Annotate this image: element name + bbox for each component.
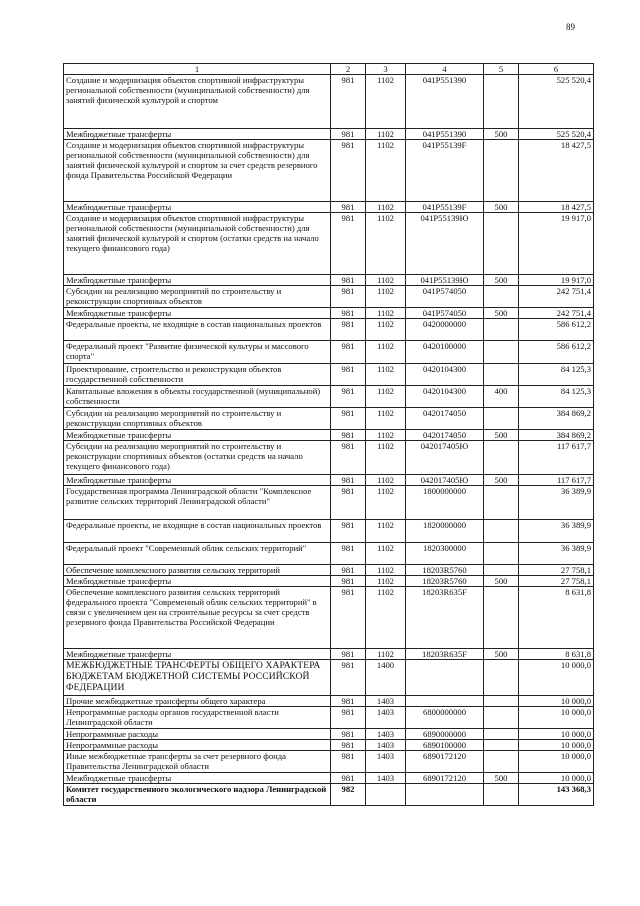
row-amount-cell: 10 000,0	[519, 660, 594, 696]
row-target-article-cell: 0420000000	[406, 319, 484, 341]
row-amount-cell: 384 869,2	[519, 408, 594, 430]
budget-table-body	[64, 64, 594, 806]
row-section-cell: 1102	[366, 576, 406, 587]
row-section-cell: 1102	[366, 129, 406, 140]
table-row	[64, 729, 594, 740]
row-name-cell: Создание и модернизация объектов спортивной инфраструктуры региональной собственности (муниципальной собственности) для занятий физической культурой и спортом за счет средств резервного фонда Правительства Российской Федерации	[64, 140, 331, 202]
row-amount-cell: 10 000,0	[519, 729, 594, 740]
table-row	[64, 543, 594, 565]
row-section-cell: 1102	[366, 202, 406, 213]
table-row	[64, 587, 594, 649]
row-target-article-cell: 041P55139Ю	[406, 213, 484, 275]
table-row	[64, 129, 594, 140]
row-name-cell: Межбюджетные трансферты	[64, 129, 331, 140]
table-row	[64, 213, 594, 275]
row-expense-type-cell	[484, 543, 519, 565]
table-row	[64, 576, 594, 587]
row-expense-type-cell: 500	[484, 773, 519, 784]
row-expense-type-cell	[484, 520, 519, 543]
row-amount-cell: 8 631,8	[519, 587, 594, 649]
row-section-cell: 1403	[366, 773, 406, 784]
row-target-article-cell: 1800000000	[406, 486, 484, 520]
row-name-cell: Межбюджетные трансферты	[64, 308, 331, 319]
row-expense-type-cell	[484, 751, 519, 773]
row-ved-cell: 981	[331, 707, 366, 729]
row-expense-type-cell: 500	[484, 576, 519, 587]
row-target-article-cell: 041P55139F	[406, 202, 484, 213]
row-name-cell: Межбюджетные трансферты	[64, 430, 331, 441]
row-section-cell: 1102	[366, 275, 406, 286]
row-target-article-cell: 0420104300	[406, 386, 484, 408]
row-expense-type-cell: 500	[484, 202, 519, 213]
row-section-cell: 1102	[366, 441, 406, 475]
row-ved-cell: 981	[331, 140, 366, 202]
row-target-article-cell: 18203R635F	[406, 649, 484, 660]
table-row	[64, 140, 594, 202]
row-target-article-cell: 0420174050	[406, 430, 484, 441]
row-amount-cell: 586 612,2	[519, 341, 594, 364]
row-expense-type-cell	[484, 486, 519, 520]
row-expense-type-cell	[484, 707, 519, 729]
row-ved-cell: 981	[331, 441, 366, 475]
row-ved-cell: 981	[331, 520, 366, 543]
row-expense-type-cell	[484, 319, 519, 341]
row-target-article-cell	[406, 660, 484, 696]
table-row	[64, 784, 594, 806]
row-target-article-cell: 6890172120	[406, 751, 484, 773]
table-row	[64, 475, 594, 486]
row-name-cell: Межбюджетные трансферты	[64, 275, 331, 286]
row-name-cell: Федеральные проекты, не входящие в состав национальных проектов	[64, 319, 331, 341]
table-row	[64, 441, 594, 475]
row-name-cell: Иные межбюджетные трансферты за счет резервного фонда Правительства Ленинградской области	[64, 751, 331, 773]
row-expense-type-cell	[484, 286, 519, 308]
row-name-cell: Непрограммные расходы органов государственной власти Ленинградской области	[64, 707, 331, 729]
row-name-cell: Государственная программа Ленинградской области "Комплексное развитие сельских территорий Ленинградской области"	[64, 486, 331, 520]
row-target-article-cell: 6890000000	[406, 729, 484, 740]
header-cell: 5	[484, 64, 519, 75]
row-ved-cell: 982	[331, 784, 366, 806]
row-ved-cell: 981	[331, 308, 366, 319]
row-target-article-cell: 041P551390	[406, 75, 484, 129]
row-amount-cell: 84 125,3	[519, 386, 594, 408]
row-expense-type-cell	[484, 140, 519, 202]
row-amount-cell: 117 617,7	[519, 441, 594, 475]
row-amount-cell: 525 520,4	[519, 129, 594, 140]
row-amount-cell: 84 125,3	[519, 364, 594, 386]
table-row	[64, 286, 594, 308]
row-ved-cell: 981	[331, 649, 366, 660]
table-row	[64, 341, 594, 364]
row-section-cell: 1102	[366, 543, 406, 565]
row-expense-type-cell: 500	[484, 475, 519, 486]
row-expense-type-cell: 400	[484, 386, 519, 408]
row-name-cell: Субсидии на реализацию мероприятий по строительству и реконструкции спортивных объектов (остатки средств на начало текущего финансового года)	[64, 441, 331, 475]
row-amount-cell: 242 751,4	[519, 308, 594, 319]
table-row	[64, 649, 594, 660]
row-target-article-cell	[406, 784, 484, 806]
row-section-cell: 1102	[366, 386, 406, 408]
row-name-cell: Прочие межбюджетные трансферты общего характера	[64, 696, 331, 707]
row-name-cell: Непрограммные расходы	[64, 740, 331, 751]
row-ved-cell: 981	[331, 286, 366, 308]
row-amount-cell: 8 631,8	[519, 649, 594, 660]
row-expense-type-cell	[484, 784, 519, 806]
row-section-cell: 1102	[366, 319, 406, 341]
row-name-cell: Обеспечение комплексного развития сельских территорий	[64, 565, 331, 576]
row-ved-cell: 981	[331, 129, 366, 140]
row-expense-type-cell	[484, 341, 519, 364]
row-section-cell: 1102	[366, 587, 406, 649]
row-section-cell: 1102	[366, 565, 406, 576]
row-amount-cell: 384 869,2	[519, 430, 594, 441]
row-section-cell: 1102	[366, 213, 406, 275]
row-expense-type-cell	[484, 441, 519, 475]
row-ved-cell: 981	[331, 751, 366, 773]
row-target-article-cell: 041P55139Ю	[406, 275, 484, 286]
row-section-cell: 1102	[366, 364, 406, 386]
row-ved-cell: 981	[331, 696, 366, 707]
row-amount-cell: 19 917,0	[519, 275, 594, 286]
row-amount-cell: 27 758,1	[519, 576, 594, 587]
row-ved-cell: 981	[331, 587, 366, 649]
row-amount-cell: 10 000,0	[519, 707, 594, 729]
row-section-cell: 1102	[366, 140, 406, 202]
row-expense-type-cell	[484, 364, 519, 386]
row-name-cell: МЕЖБЮДЖЕТНЫЕ ТРАНСФЕРТЫ ОБЩЕГО ХАРАКТЕРА БЮДЖЕТАМ БЮДЖЕТНОЙ СИСТЕМЫ РОССИЙСКОЙ ФЕДЕРАЦИИ	[64, 660, 331, 696]
row-name-cell: Федеральные проекты, не входящие в состав национальных проектов	[64, 520, 331, 543]
row-name-cell: Межбюджетные трансферты	[64, 649, 331, 660]
row-target-article-cell: 041P551390	[406, 129, 484, 140]
row-amount-cell: 242 751,4	[519, 286, 594, 308]
row-name-cell: Комитет государственного экологического надзора Ленинградской области	[64, 784, 331, 806]
table-header-row	[64, 64, 594, 75]
table-row	[64, 308, 594, 319]
row-amount-cell: 18 427,5	[519, 202, 594, 213]
row-expense-type-cell	[484, 213, 519, 275]
row-amount-cell: 27 758,1	[519, 565, 594, 576]
row-expense-type-cell	[484, 75, 519, 129]
row-amount-cell: 525 520,4	[519, 75, 594, 129]
row-target-article-cell: 042017405Ю	[406, 441, 484, 475]
table-row	[64, 364, 594, 386]
row-ved-cell: 981	[331, 213, 366, 275]
table-row	[64, 707, 594, 729]
row-target-article-cell: 18203R5760	[406, 576, 484, 587]
table-row	[64, 75, 594, 129]
row-name-cell: Федеральный проект "Развитие физической культуры и массового спорта"	[64, 341, 331, 364]
row-section-cell: 1403	[366, 707, 406, 729]
row-target-article-cell: 6800000000	[406, 707, 484, 729]
row-ved-cell: 981	[331, 341, 366, 364]
row-target-article-cell: 18203R635F	[406, 587, 484, 649]
table-row	[64, 565, 594, 576]
row-target-article-cell: 0420174050	[406, 408, 484, 430]
row-expense-type-cell	[484, 408, 519, 430]
row-amount-cell: 10 000,0	[519, 696, 594, 707]
row-section-cell: 1102	[366, 475, 406, 486]
row-name-cell: Проектирование, строительство и реконструкция объектов государственной собственности	[64, 364, 331, 386]
row-expense-type-cell: 500	[484, 308, 519, 319]
row-name-cell: Межбюджетные трансферты	[64, 475, 331, 486]
row-ved-cell: 981	[331, 430, 366, 441]
row-section-cell: 1403	[366, 740, 406, 751]
row-expense-type-cell: 500	[484, 275, 519, 286]
row-section-cell: 1102	[366, 341, 406, 364]
row-section-cell: 1403	[366, 696, 406, 707]
row-section-cell: 1102	[366, 308, 406, 319]
row-target-article-cell: 0420104300	[406, 364, 484, 386]
row-name-cell: Межбюджетные трансферты	[64, 773, 331, 784]
row-section-cell: 1403	[366, 751, 406, 773]
row-target-article-cell: 041P574050	[406, 308, 484, 319]
table-row	[64, 275, 594, 286]
row-section-cell: 1102	[366, 649, 406, 660]
row-target-article-cell: 042017405Ю	[406, 475, 484, 486]
page-number: 89	[566, 22, 575, 32]
row-ved-cell: 981	[331, 202, 366, 213]
row-target-article-cell: 1820000000	[406, 520, 484, 543]
row-amount-cell: 143 368,3	[519, 784, 594, 806]
table-row	[64, 202, 594, 213]
row-amount-cell: 10 000,0	[519, 751, 594, 773]
row-expense-type-cell: 500	[484, 430, 519, 441]
header-cell: 4	[406, 64, 484, 75]
header-cell: 2	[331, 64, 366, 75]
row-expense-type-cell	[484, 729, 519, 740]
row-target-article-cell	[406, 696, 484, 707]
row-section-cell: 1102	[366, 75, 406, 129]
row-ved-cell: 981	[331, 364, 366, 386]
row-ved-cell: 981	[331, 275, 366, 286]
header-cell: 3	[366, 64, 406, 75]
row-amount-cell: 36 389,9	[519, 520, 594, 543]
table-row	[64, 408, 594, 430]
row-name-cell: Федеральный проект "Современный облик сельских территорий"	[64, 543, 331, 565]
row-target-article-cell: 041P574050	[406, 286, 484, 308]
table-row	[64, 660, 594, 696]
table-row	[64, 520, 594, 543]
row-ved-cell: 981	[331, 660, 366, 696]
row-expense-type-cell: 500	[484, 129, 519, 140]
row-ved-cell: 981	[331, 740, 366, 751]
table-row	[64, 430, 594, 441]
row-section-cell: 1400	[366, 660, 406, 696]
header-cell: 6	[519, 64, 594, 75]
row-name-cell: Создание и модернизация объектов спортивной инфраструктуры региональной собственности (муниципальной собственности) для занятий физической культурой и спортом	[64, 75, 331, 129]
row-ved-cell: 981	[331, 386, 366, 408]
row-amount-cell: 19 917,0	[519, 213, 594, 275]
row-target-article-cell: 1820300000	[406, 543, 484, 565]
row-name-cell: Непрограммные расходы	[64, 729, 331, 740]
row-ved-cell: 981	[331, 475, 366, 486]
table-row	[64, 740, 594, 751]
row-section-cell: 1102	[366, 486, 406, 520]
row-ved-cell: 981	[331, 543, 366, 565]
budget-table	[63, 63, 594, 806]
row-name-cell: Создание и модернизация объектов спортивной инфраструктуры региональной собственности (муниципальной собственности) для занятий физической культурой и спортом (остатки средств на начало текущего финансового года)	[64, 213, 331, 275]
table-row	[64, 751, 594, 773]
row-ved-cell: 981	[331, 486, 366, 520]
table-row	[64, 773, 594, 784]
row-section-cell: 1102	[366, 520, 406, 543]
row-amount-cell: 36 389,9	[519, 543, 594, 565]
row-target-article-cell: 18203R5760	[406, 565, 484, 576]
table-row	[64, 486, 594, 520]
row-section-cell: 1102	[366, 430, 406, 441]
row-section-cell: 1102	[366, 408, 406, 430]
row-ved-cell: 981	[331, 576, 366, 587]
row-expense-type-cell	[484, 565, 519, 576]
row-name-cell: Обеспечение комплексного развития сельских территорий федерального проекта "Современный облик сельских территорий" в связи с увеличением цен на строительные ресурсы за счет средств резервного фонда Правительства Российской Федерации	[64, 587, 331, 649]
row-amount-cell: 36 389,9	[519, 486, 594, 520]
row-expense-type-cell	[484, 587, 519, 649]
row-ved-cell: 981	[331, 408, 366, 430]
table-row	[64, 696, 594, 707]
row-amount-cell: 10 000,0	[519, 740, 594, 751]
row-section-cell: 1102	[366, 286, 406, 308]
row-name-cell: Межбюджетные трансферты	[64, 576, 331, 587]
row-ved-cell: 981	[331, 773, 366, 784]
header-cell: 1	[64, 64, 331, 75]
row-section-cell: 1403	[366, 729, 406, 740]
row-ved-cell: 981	[331, 565, 366, 576]
row-amount-cell: 18 427,5	[519, 140, 594, 202]
row-amount-cell: 117 617,7	[519, 475, 594, 486]
row-expense-type-cell	[484, 660, 519, 696]
table-row	[64, 386, 594, 408]
row-target-article-cell: 0420100000	[406, 341, 484, 364]
row-target-article-cell: 6890172120	[406, 773, 484, 784]
row-name-cell: Капитальные вложения в объекты государственной (муниципальной) собственности	[64, 386, 331, 408]
row-expense-type-cell: 500	[484, 649, 519, 660]
row-target-article-cell: 6890100000	[406, 740, 484, 751]
row-section-cell	[366, 784, 406, 806]
row-amount-cell: 586 612,2	[519, 319, 594, 341]
row-name-cell: Субсидии на реализацию мероприятий по строительству и реконструкции спортивных объектов	[64, 408, 331, 430]
row-name-cell: Межбюджетные трансферты	[64, 202, 331, 213]
row-ved-cell: 981	[331, 729, 366, 740]
table-row	[64, 319, 594, 341]
row-ved-cell: 981	[331, 75, 366, 129]
row-target-article-cell: 041P55139F	[406, 140, 484, 202]
row-expense-type-cell	[484, 696, 519, 707]
row-amount-cell: 10 000,0	[519, 773, 594, 784]
row-ved-cell: 981	[331, 319, 366, 341]
row-name-cell: Субсидии на реализацию мероприятий по строительству и реконструкции спортивных объектов	[64, 286, 331, 308]
row-expense-type-cell	[484, 740, 519, 751]
